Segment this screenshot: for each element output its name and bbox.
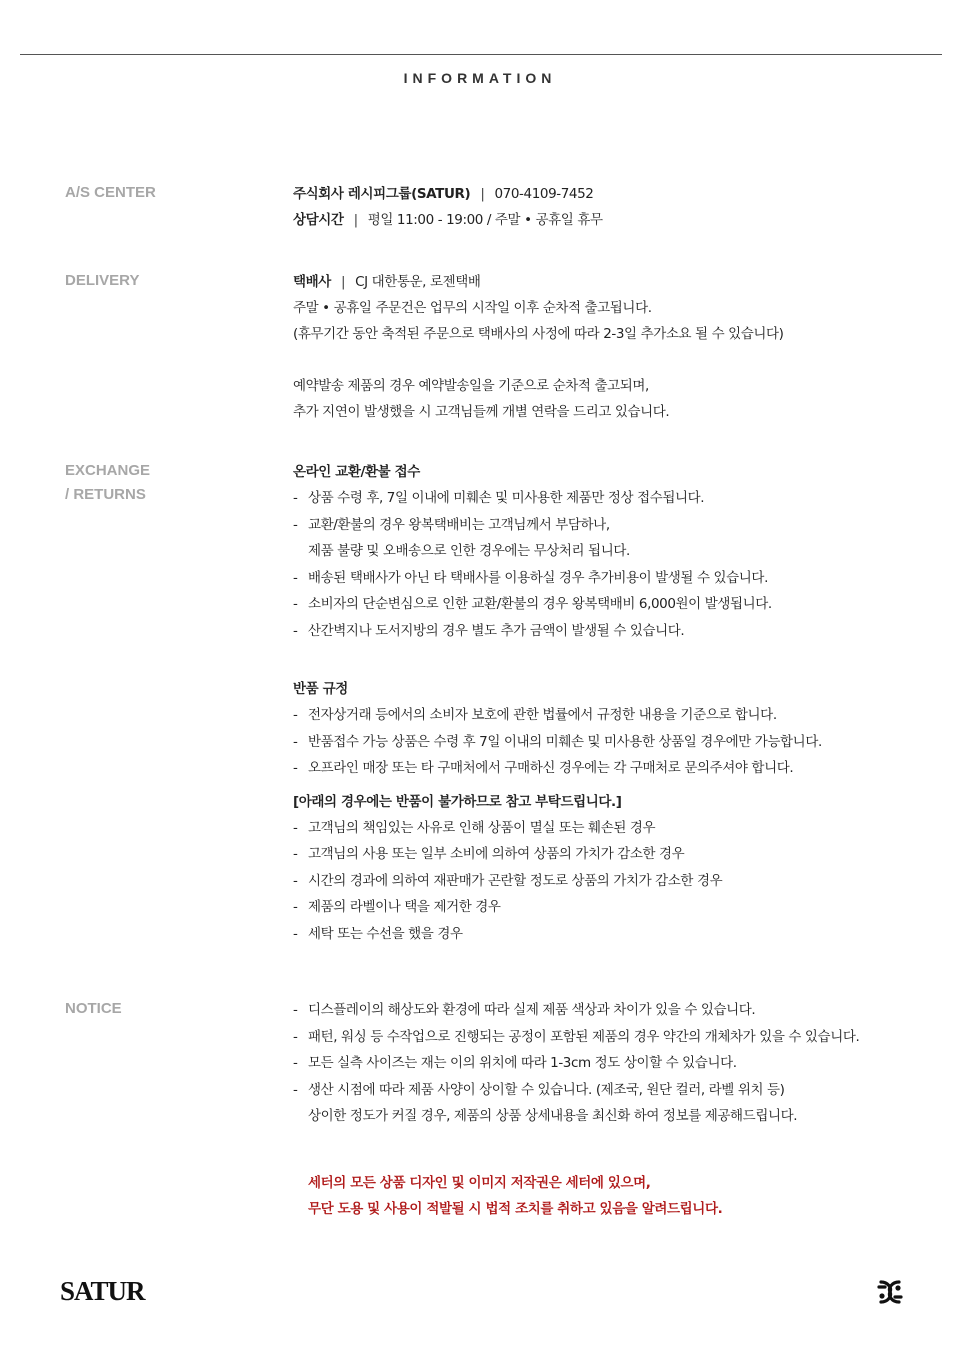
- separator: |: [340, 274, 346, 290]
- list-item-continuation: 제품 불량 및 오배송으로 인한 경우에는 무상처리 됩니다.: [308, 543, 630, 559]
- list-item: - 산간벽지나 도서지방의 경우 별도 추가 금액이 발생될 수 있습니다.: [293, 622, 685, 639]
- list-item: - 모든 실측 사이즈는 재는 이의 위치에 따라 1-3cm 정도 상이할 수 있습니다.: [293, 1055, 737, 1071]
- list-item: - 상품 수령 후, 7일 이내에 미훼손 및 미사용한 제품만 정상 접수됩니다.: [293, 490, 705, 506]
- list-item: - 반품접수 가능 상품은 수령 후 7일 이내의 미훼손 및 미사용한 상품일 경우에만 가능합니다.: [293, 733, 822, 750]
- delivery-line: 추가 지연이 발생했을 시 고객님들께 개별 연락을 드리고 있습니다.: [293, 404, 670, 420]
- list-item: - 교환/환불의 경우 왕복택배비는 고객님께서 부담하나,: [293, 516, 610, 533]
- no-return-heading: [아래의 경우에는 반품이 불가하므로 참고 부탁드립니다.]: [293, 793, 622, 810]
- exchange-label: [65, 459, 265, 507]
- list-item: - 전자상거래 등에서의 소비자 보호에 관한 법률에서 규정한 내용을 기준으로 합니다.: [293, 707, 777, 723]
- hours-label: 상담시간: [293, 212, 344, 228]
- list-item: - 고객님의 사용 또는 일부 소비에 의하여 상품의 가치가 감소한 경우: [293, 846, 685, 862]
- courier-label: 택배사: [293, 274, 331, 290]
- company-name: 주식회사 레시피그룹(SATUR): [293, 186, 471, 202]
- as-center-label: A/S CENTER: [65, 184, 156, 201]
- list-item-continuation: 상이한 정도가 커질 경우, 제품의 상품 상세내용을 최신화 하여 정보를 제공해드립니다.: [308, 1108, 798, 1124]
- list-item: - 오프라인 매장 또는 타 구매처에서 구매하신 경우에는 각 구매처로 문의주셔야 합니다.: [293, 760, 794, 776]
- copyright-warning: [308, 1170, 722, 1222]
- delivery-line: 주말 • 공휴일 주문건은 업무의 시작일 이후 순차적 출고됩니다.: [293, 300, 652, 316]
- list-item: - 세탁 또는 수선을 했을 경우: [293, 925, 463, 942]
- warning-line1: 세터의 모든 상품 디자인 및 이미지 저작권은 세터에 있으며,: [308, 1175, 651, 1191]
- delivery-label: DELIVERY: [65, 272, 140, 289]
- list-item: - 디스플레이의 해상도와 환경에 따라 실제 제품 색상과 차이가 있을 수 있습니다.: [293, 1002, 756, 1018]
- separator: |: [353, 212, 358, 228]
- exchange-label-line2: / RETURNS: [65, 486, 146, 503]
- courier-value: CJ 대한통운, 로젠택배: [355, 274, 481, 290]
- as-center-body: [293, 181, 933, 233]
- list-item: - 소비자의 단순변심으로 인한 교환/환불의 경우 왕복택배비 6,000원이 발생됩니다.: [293, 596, 772, 612]
- list-item: - 제품의 라벨이나 택을 제거한 경우: [293, 899, 501, 915]
- satur-monogram-icon: [876, 1279, 904, 1305]
- page-title: INFORMATION: [403, 70, 557, 86]
- notice-body: [293, 997, 933, 1130]
- exchange-label-line1: EXCHANGE: [65, 462, 151, 479]
- delivery-body: [293, 269, 933, 425]
- top-divider: [20, 54, 942, 55]
- satur-logo: SATUR: [60, 1276, 145, 1306]
- list-item: - 배송된 택배사가 아닌 타 택배사를 이용하실 경우 추가비용이 발생될 수 있습니다.: [293, 569, 768, 586]
- exchange-body: [293, 459, 933, 947]
- list-item: - 생산 시점에 따라 제품 사양이 상이할 수 있습니다. (제조국, 원단 컬러, 라벨 위치 등): [293, 1081, 785, 1098]
- online-heading: 온라인 교환/환불 접수: [293, 464, 420, 480]
- list-item: - 패턴, 워싱 등 수작업으로 진행되는 공정이 포함된 제품의 경우 약간의 개체차가 있을 수 있습니다.: [293, 1028, 860, 1045]
- warning-line2: 무단 도용 및 사용이 적발될 시 법적 조치를 취하고 있음을 알려드립니다.: [308, 1201, 723, 1217]
- hours-value: 평일 11:00 - 19:00 / 주말 • 공휴일 휴무: [367, 212, 603, 228]
- separator: |: [480, 186, 485, 202]
- delivery-line: (휴무기간 동안 축적된 주문으로 택배사의 사정에 따라 2-3일 추가소요 될 수 있습니다): [293, 326, 784, 342]
- list-item: - 시간의 경과에 의하여 재판매가 곤란할 정도로 상품의 가치가 감소한 경우: [293, 872, 723, 889]
- notice-label: NOTICE: [65, 1000, 122, 1017]
- delivery-line: 예약발송 제품의 경우 예약발송일을 기준으로 순차적 출고되며,: [293, 378, 649, 394]
- return-heading: 반품 규정: [293, 681, 348, 697]
- list-item: - 고객님의 책임있는 사유로 인해 상품이 멸실 또는 훼손된 경우: [293, 819, 656, 836]
- phone-number: 070-4109-7452: [494, 186, 594, 202]
